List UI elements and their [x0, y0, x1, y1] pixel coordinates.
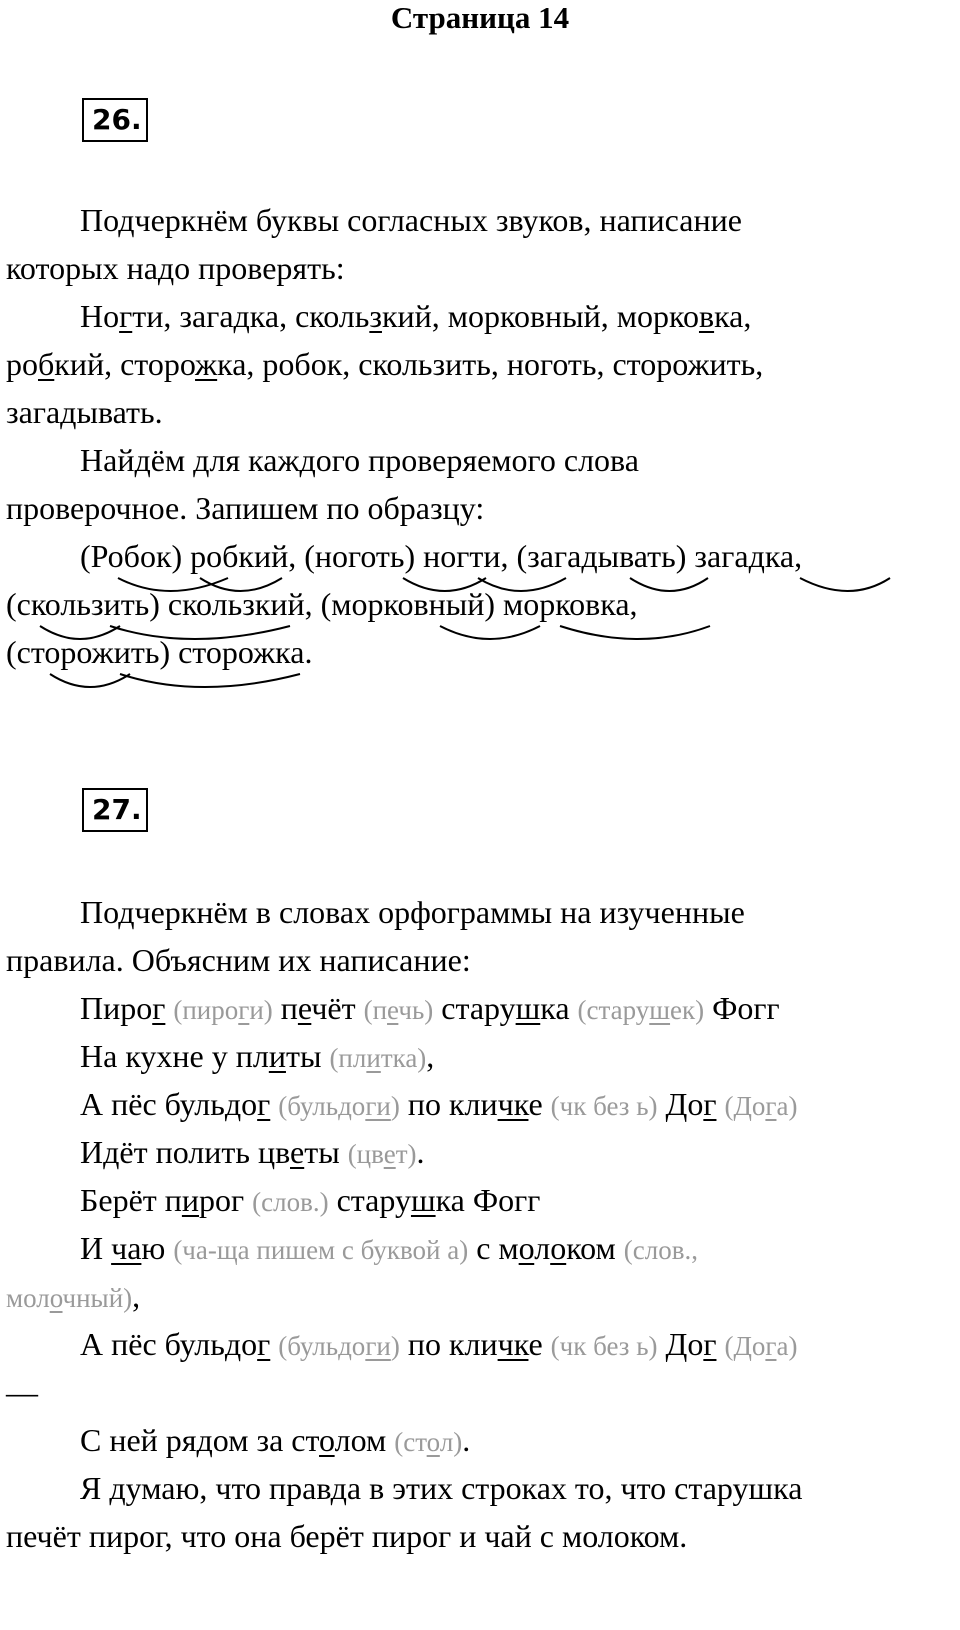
- dash-line: —: [6, 1374, 38, 1410]
- text-line: (Робок) робкий, (ноготь) ногти, (загадывать) загадка,: [80, 538, 803, 574]
- poem-line: молочный),: [6, 1278, 141, 1314]
- poem-line: И чаю (ча-ща пишем с буквой а) с молоком (слов.,: [80, 1230, 698, 1266]
- text-line: Подчеркнём в словах орфограммы на изученные: [80, 894, 745, 930]
- poem-line: Берёт пирог (слов.) старушка Фогг: [80, 1182, 541, 1218]
- text-line: Подчеркнём буквы согласных звуков, написание: [80, 202, 742, 238]
- text-line: загадывать.: [6, 394, 163, 430]
- text-line: (скользить) скользкий, (морковный) морковка,: [6, 586, 638, 622]
- poem-line: С ней рядом за столом (стол).: [80, 1422, 471, 1458]
- poem-line: На кухне у плиты (плитка),: [80, 1038, 435, 1074]
- poem-line: Идёт полить цветы (цвет).: [80, 1134, 425, 1170]
- poem-line: А пёс бульдог (бульдоги) по кличке (чк без ь) Дог (Дога): [80, 1086, 798, 1122]
- poem-line: А пёс бульдог (бульдоги) по кличке (чк без ь) Дог (Дога): [80, 1326, 798, 1362]
- text-line: Найдём для каждого проверяемого слова: [80, 442, 639, 478]
- text-line: Я думаю, что правда в этих строках то, что старушка: [80, 1470, 803, 1506]
- task-number-27: 27.: [82, 788, 148, 832]
- page-title: Страница 14: [390, 0, 570, 35]
- text-line: правила. Объясним их написание:: [6, 942, 471, 978]
- text-line: Ногти, загадка, скользкий, морковный, морковка,: [80, 298, 752, 334]
- text-line: робкий, сторожка, робок, скользить, ноготь, сторожить,: [6, 346, 764, 382]
- task-27-text: [6, 888, 956, 1560]
- poem-line: Пирог (пироги) печёт (печь) старушка (старушек) Фогг: [80, 990, 780, 1026]
- text-line: которых надо проверять:: [6, 250, 345, 286]
- text-line: печёт пирог, что она берёт пирог и чай с молоком.: [6, 1518, 688, 1554]
- task-26-text: [6, 196, 956, 676]
- task-number-26: 26.: [82, 98, 148, 142]
- text-line: проверочное. Запишем по образцу:: [6, 490, 485, 526]
- text-line: (сторожить) сторожка.: [6, 634, 313, 670]
